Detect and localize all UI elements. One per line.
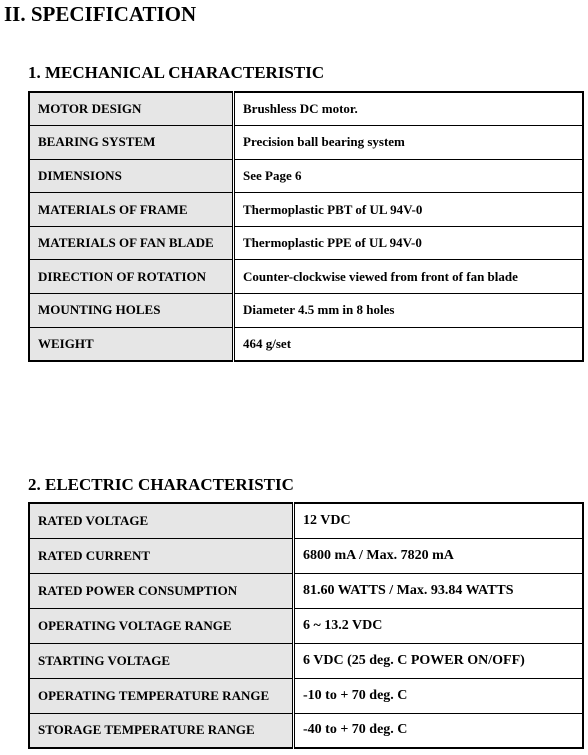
spec-label: MATERIALS OF FAN BLADE xyxy=(29,226,234,260)
spec-value: 12 VDC xyxy=(294,503,584,538)
spec-label: BEARING SYSTEM xyxy=(29,126,234,160)
spec-value: 6 VDC (25 deg. C POWER ON/OFF) xyxy=(294,643,584,678)
spec-value: Thermoplastic PPE of UL 94V-0 xyxy=(234,226,584,260)
table-row xyxy=(29,713,583,748)
spec-label: DIMENSIONS xyxy=(29,159,234,193)
electric-heading: 2. ELECTRIC CHARACTERISTIC xyxy=(28,475,294,494)
spec-value: Thermoplastic PBT of UL 94V-0 xyxy=(234,193,584,227)
spec-label: OPERATING VOLTAGE RANGE xyxy=(29,608,294,643)
spec-label: MOTOR DESIGN xyxy=(29,92,234,126)
table-row xyxy=(29,643,583,678)
spec-value: 464 g/set xyxy=(234,327,584,361)
spec-value: Diameter 4.5 mm in 8 holes xyxy=(234,294,584,328)
table-row xyxy=(29,327,583,361)
spec-label: MATERIALS OF FRAME xyxy=(29,193,234,227)
table-row xyxy=(29,126,583,160)
electric-spec-table xyxy=(28,502,584,749)
spec-label: STARTING VOLTAGE xyxy=(29,643,294,678)
spec-label: RATED VOLTAGE xyxy=(29,503,294,538)
spec-label: WEIGHT xyxy=(29,327,234,361)
table-row xyxy=(29,608,583,643)
spec-label: RATED CURRENT xyxy=(29,538,294,573)
spec-label: DIRECTION OF ROTATION xyxy=(29,260,234,294)
spec-value: Brushless DC motor. xyxy=(234,92,584,126)
table-row xyxy=(29,573,583,608)
spec-value: -10 to + 70 deg. C xyxy=(294,678,584,713)
mechanical-spec-table xyxy=(28,91,584,362)
spec-label: MOUNTING HOLES xyxy=(29,294,234,328)
spec-value: Precision ball bearing system xyxy=(234,126,584,160)
table-row xyxy=(29,92,583,126)
table-row xyxy=(29,678,583,713)
spec-label: STORAGE TEMPERATURE RANGE xyxy=(29,713,294,748)
spec-value: 6800 mA / Max. 7820 mA xyxy=(294,538,584,573)
spec-value: -40 to + 70 deg. C xyxy=(294,713,584,748)
table-row xyxy=(29,260,583,294)
spec-value: See Page 6 xyxy=(234,159,584,193)
spec-value: 6 ~ 13.2 VDC xyxy=(294,608,584,643)
spec-label: OPERATING TEMPERATURE RANGE xyxy=(29,678,294,713)
spec-value: Counter-clockwise viewed from front of fan blade xyxy=(234,260,584,294)
mechanical-heading: 1. MECHANICAL CHARACTERISTIC xyxy=(28,63,325,82)
table-row xyxy=(29,503,583,538)
spec-value: 81.60 WATTS / Max. 93.84 WATTS xyxy=(294,573,584,608)
page-title: II. SPECIFICATION xyxy=(4,2,197,26)
table-row xyxy=(29,538,583,573)
table-row xyxy=(29,294,583,328)
table-row xyxy=(29,193,583,227)
table-row xyxy=(29,159,583,193)
spec-label: RATED POWER CONSUMPTION xyxy=(29,573,294,608)
table-row xyxy=(29,226,583,260)
